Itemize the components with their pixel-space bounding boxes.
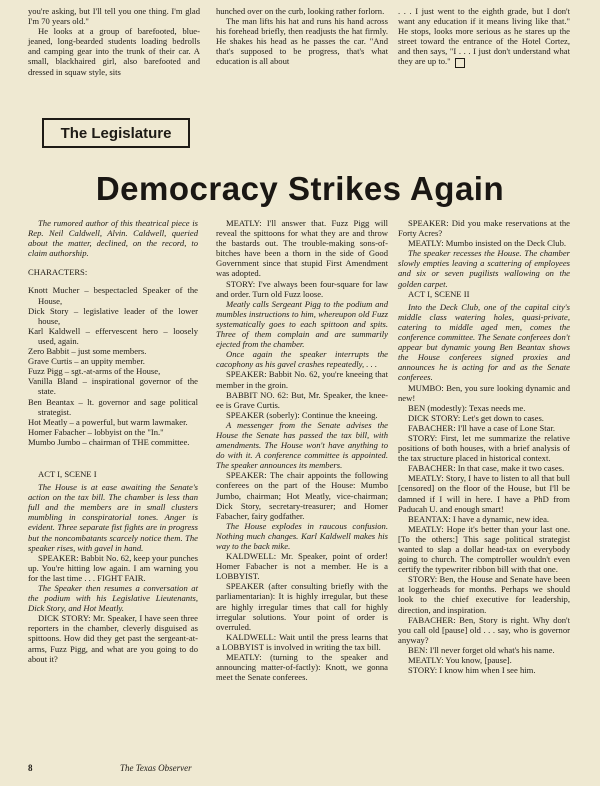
dialogue: STORY: First, let me summarize the relative positions of both houses, with a brief analysis of the tax structure placed in historical context.	[398, 432, 570, 464]
dialogue: KALDWELL: Wait until the press learns that a LOBBYIST is involved in writing the tax bill.	[216, 631, 388, 652]
section-label: The Legislature	[42, 118, 190, 148]
stage-direction: A messenger from the Senate advises the House the Senate has passed the tax bill, with amendments. The House won't have anything to do with it. A conference committee is appointed. The speaker announces its members.	[216, 419, 388, 471]
dialogue: SPEAKER: The chair appoints the following conferees on the part of the House: Mumbo Jumbo, chairman; Hot Meatly, vice-chairman; Dick Story, secretary-treasurer; and Homer Fabacher, fairy godfather.	[216, 470, 388, 521]
dialogue: FABACHER: In that case, make it two cases.	[408, 463, 565, 474]
dialogue: SPEAKER: Babbit No. 62, keep your punches up. You're hitting low again. I am warning you for the last time . . . FIGHT FAIR.	[28, 552, 198, 583]
dialogue: MEATLY: Story, I have to listen to all that bull [censored] on the floor of the House, but I'll be damned if I will in here. I have a PhD from Paducah U. and enough smart!	[398, 473, 570, 514]
dialogue: FABACHER: I'll have a case of Lone Star.	[408, 422, 555, 433]
stage-direction: Once again the speaker interrupts the cacophony as his gavel crashes repeatedly, . . .	[216, 349, 388, 370]
stage-direction: The speaker recesses the House. The chamber slowly empties leaving a scattering of employees and six or seven pugilists wallowing on the golden carpet.	[398, 248, 570, 289]
page-number: 8	[28, 763, 33, 773]
dialogue: MEATLY: Hope it's better than your last one. [To the others:] This sage political strategist wanted to slap a dollar head-tax on everybody going to church. The comptroller wouldn't even certify the typewriter ribbon bill with that one.	[398, 523, 570, 575]
dialogue: STORY: Ben, the House and Senate have been at loggerheads for months. Perhaps we should look to the chief executive for leadership, direction, and inspiration.	[398, 574, 570, 615]
character-entry: Mumbo Jumbo – chairman of THE committee.	[28, 436, 190, 447]
paragraph: The man lifts his hat and runs his hand across his forehead briefly, then readjusts the hat firmly. He shakes his head as he passes the car. "And that's supposed to be progress, that's what education is all about	[216, 16, 388, 67]
dialogue: BABBIT NO. 62: But, Mr. Speaker, the knee-ee is Grave Curtis.	[216, 389, 388, 410]
stage-direction: The House explodes in raucous confusion. Nothing much changes. Karl Kaldwell makes his way to the back mike.	[216, 520, 388, 551]
article-column-2	[216, 218, 388, 682]
dialogue: FABACHER: Ben, Story is right. Why don't you call old [pause] old . . . say, who is governor anyway?	[398, 614, 570, 645]
character-entry: Hot Meatly – a powerful, but warm lawmaker.	[28, 416, 188, 427]
dialogue: SPEAKER (after consulting briefly with the parliamentarian): It is highly irregular, but these are highly irregular times that call for highly irregular solutions. Your point of order is overruled.	[216, 581, 388, 632]
dialogue: KALDWELL: Mr. Speaker, point of order! Homer Fabacher is not a member. He is a LOBBYIST.	[216, 551, 388, 582]
top-story-column-2	[216, 6, 388, 67]
paragraph: hunched over on the curb, looking rather forlorn.	[216, 6, 385, 16]
character-entry: Grave Curtis – an uppity member.	[28, 356, 145, 367]
dialogue: STORY: I've always been four-square for law and order. Turn old Fuzz loose.	[216, 278, 388, 299]
dialogue: BEN (modestly): Texas needs me.	[408, 402, 526, 413]
character-entry: Fuzz Pigg – sgt.-at-arms of the House,	[28, 366, 161, 377]
dialogue: MUMBO: Ben, you sure looking dynamic and new!	[398, 382, 570, 403]
character-list	[28, 285, 198, 447]
stage-direction: Meatly calls Sergeant Pigg to the podium and mumbles instructions to him, whereupon old Fuzz systematically goes to each spittoon and spits. Three of them complain and are summarily ejected from the chamber.	[216, 298, 388, 350]
dialogue: STORY: I know him when I see him.	[408, 665, 536, 676]
character-entry: Ben Beantax – lt. governor and sage political strategist.	[28, 396, 198, 417]
character-entry: Homer Fabacher – lobbyist on the "In."	[28, 426, 164, 437]
stage-direction: The Speaker then resumes a conversation at the podium with his Legislative Lieutenants, Dick Story, and Hot Meatly.	[28, 583, 198, 614]
character-entry: Dick Story – legislative leader of the lower house,	[28, 305, 198, 326]
paragraph: . . . I just went to the eighth grade, but I don't want any education if it means living like that." He stops, looks more serious as he stares up the street toward the entrance of the Hotel Cortez, and then says, "I . . . I just don't understand what they are up to."	[398, 6, 570, 67]
dialogue: DICK STORY: Let's get down to cases.	[408, 412, 544, 423]
dialogue: BEN: I'll never forget old what's his name.	[408, 644, 555, 655]
character-entry: Knott Mucher – bespectacled Speaker of the House,	[28, 285, 198, 306]
paragraph: you're asking, but I'll tell you one thing. I'm glad I'm 70 years old."	[28, 6, 200, 27]
publication-name: The Texas Observer	[120, 763, 192, 773]
article-column-1	[28, 218, 198, 664]
dialogue: SPEAKER: Did you make reservations at the Forty Acres?	[398, 218, 570, 239]
dialogue: MEATLY: You know, [pause].	[408, 655, 512, 666]
dialogue: MEATLY: (turning to the speaker and announcing matter-of-factly): Knott, we gonna meet the Senate conferees.	[216, 652, 388, 683]
article-column-3	[398, 218, 570, 675]
author-note: The rumored author of this theatrical piece is Rep. Neil Caldwell, Alvin. Caldwell, queried about the matter, declined, on the record, to claim authorship.	[28, 218, 198, 259]
dialogue: DICK STORY: Mr. Speaker, I have seen three reporters in the chamber, cleverly disguised as spittoons. How did they get past the sergeant-at-arms, Fuzz Pigg, and what are you going to do about it?	[28, 613, 198, 664]
dialogue: BEANTAX: I have a dynamic, new idea.	[408, 513, 550, 524]
headline: Democracy Strikes Again	[95, 170, 505, 207]
character-entry: Vanilla Bland – inspirational governor of the state.	[28, 376, 198, 397]
top-story-column-3	[398, 6, 570, 68]
characters-heading: CHARACTERS:	[28, 267, 88, 278]
stage-direction: The House is at ease awaiting the Senate's action on the tax bill. The chamber is less than full and the members are in small clusters mumbling in conspiratorial tones. Anger is evident. Three separate fist fights are in progress but the noncombatants scarcely notice them. The speaker rises, with gavel in hand.	[28, 482, 198, 553]
top-story-column-1	[28, 6, 200, 77]
end-mark-icon	[455, 58, 465, 68]
scene-heading: ACT I, SCENE I	[38, 468, 97, 479]
dialogue: SPEAKER (soberly): Continue the kneeing.	[226, 409, 378, 420]
scene-heading: ACT I, SCENE II	[408, 288, 470, 299]
dialogue: MEATLY: Mumbo insisted on the Deck Club.	[408, 238, 567, 249]
dialogue: SPEAKER: Babbit No. 62, you're kneeing that member in the groin.	[216, 369, 388, 390]
character-entry: Zero Babbit – just some members.	[28, 346, 147, 357]
dialogue: MEATLY: I'll answer that. Fuzz Pigg will reveal the spittoons for what they are and throw the bastards out. The trouble-making sons-of-bitches have been a thorn in the side of Good Government since that stupid First Amendment was adopted.	[216, 218, 388, 279]
paragraph: He looks at a group of barefooted, blue-jeaned, long-bearded students loading bedrolls and camping gear into the trunk of their car. A small, blackhaired girl, also barefooted and dressed in squaw style, sits	[28, 26, 200, 77]
character-entry: Karl Kaldwell – effervescent hero – loosely used, again.	[28, 325, 198, 346]
stage-direction: Into the Deck Club, one of the capital city's middle class watering holes, quasi-private, catering to middle aged men, comes the conference committee. The Senate conferees don't appear but dynamic young Ben Beantax shows the House conferees signed proxies and announces he is acting for and as the Senate conferees.	[398, 301, 570, 383]
